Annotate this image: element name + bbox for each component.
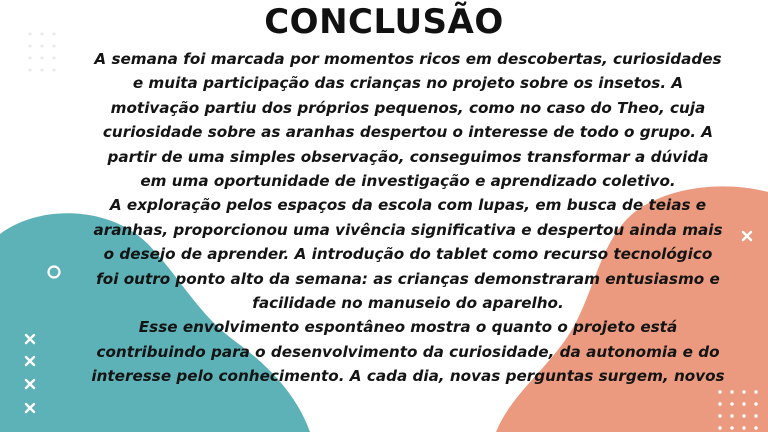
text-line: Esse envolvimento espontâneo mostra o quanto o projeto está [138, 318, 678, 337]
text-line: em uma oportunidade de investigação e aprendizado coletivo. [140, 172, 676, 191]
text-line: facilidade no manuseio do aparelho. [252, 294, 564, 313]
slide-title: CONCLUSÃO [264, 2, 504, 42]
text-line: o desejo de aprender. A introdução do tablet como recurso tecnológico [103, 245, 713, 264]
text-line: A semana foi marcada por momentos ricos em descobertas, curiosidades [94, 50, 722, 68]
text-line: foi outro ponto alto da semana: as crianças demonstraram entusiasmo e [96, 269, 720, 288]
text-line: contribuindo para o desenvolvimento da curiosidade, da autonomia e do [96, 342, 720, 361]
text-line: e muita participação das crianças no projeto sobre os insetos. A [132, 74, 684, 93]
text-line: curiosidade sobre as aranhas despertou o interesse de todo o grupo. A [102, 123, 714, 142]
text-line: A exploração pelos espaços da escola com lupas, em busca de teias e [109, 196, 707, 215]
text-line: interesse pelo conhecimento. A cada dia, novas perguntas surgem, novos [91, 367, 725, 386]
text-line: partir de uma simples observação, conseguimos transformar a dúvida [107, 147, 709, 166]
text-line: aranhas, proporcionou uma vivência significativa e despertou ainda mais [93, 220, 723, 239]
text-line: motivação partiu dos próprios pequenos, como no caso do Theo, cuja [110, 98, 706, 117]
conclusion-text [78, 47, 738, 389]
